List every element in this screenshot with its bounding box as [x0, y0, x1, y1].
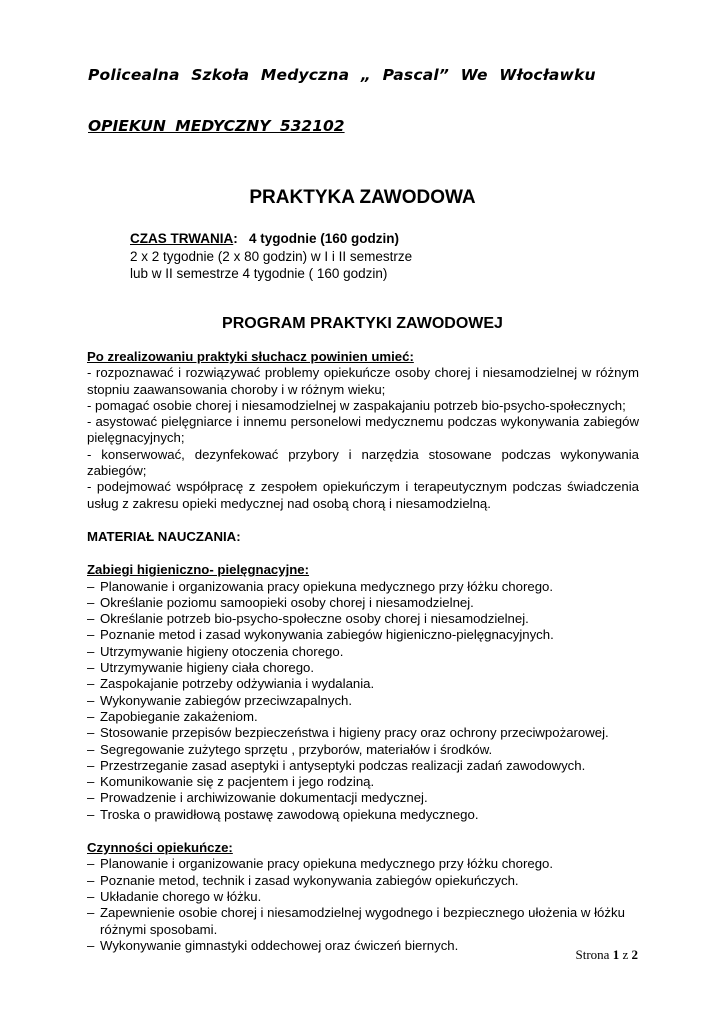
list-item: – Określanie potrzeb bio-psycho-społeczne osoby chorej i niesamodzielnej.: [87, 611, 639, 627]
page-number: [576, 947, 638, 963]
list-item: – Utrzymywanie higieny otoczenia chorego.: [87, 644, 639, 660]
page-number-total: 2: [631, 947, 638, 962]
list-item: – Wykonywanie gimnastyki oddechowej oraz ćwiczeń biernych.: [87, 938, 639, 954]
material-heading: MATERIAŁ NAUCZANIA:: [87, 528, 241, 544]
list-item: – Planowanie i organizowanie pracy opiekuna medycznego przy łóżku chorego.: [87, 856, 639, 872]
care-list: [87, 856, 639, 954]
skills-item: - pomagać osobie chorej i niesamodzielnej w zaspakajaniu potrzeb bio-psycho-społecznych;: [87, 397, 626, 413]
skills-item: - asystować pielęgniarce i innemu personelowi medycznemu podczas wykonywania zabiegów pielęgnacyjnych;: [87, 414, 639, 446]
list-item: – Zapobieganie zakażeniom.: [87, 709, 639, 725]
page-number-current: 1: [612, 947, 620, 962]
duration-line-3: lub w II semestrze 4 tygodnie ( 160 godzin): [130, 266, 388, 281]
list-item: – Określanie poziomu samoopieki osoby chorej i niesamodzielnej.: [87, 595, 639, 611]
list-item: – Wykonywanie zabiegów przeciwzapalnych.: [87, 693, 639, 709]
school-name: Policealna Szkoła Medyczna „ Pascal” We Włocławku: [88, 66, 596, 84]
list-item: – Planowanie i organizowania pracy opiekuna medycznego przy łóżku chorego.: [87, 579, 639, 595]
document-body: [87, 349, 639, 954]
skills-heading: Po zrealizowaniu praktyki słuchacz powinien umieć:: [87, 349, 414, 364]
list-item: – Stosowanie przepisów bezpieczeństwa i higieny pracy oraz ochrony przeciwpożarowej.: [87, 725, 639, 741]
list-item: – Utrzymywanie higieny ciała chorego.: [87, 660, 639, 676]
page-title: PRAKTYKA ZAWODOWA: [249, 187, 476, 208]
skills-item: - rozpoznawać i rozwiązywać problemy opiekuńcze osoby chorej i niesamodzielnej w różnym stopniu zaawansowania choroby i w różnym wieku;: [87, 365, 639, 397]
skills-item: - konserwować, dezynfekować przybory i narzędzia stosowane podczas wykonywania zabiegów;: [87, 446, 639, 479]
page-number-separator: z: [622, 947, 629, 962]
list-item: – Poznanie metod, technik i zasad wykonywania zabiegów opiekuńczych.: [87, 873, 639, 889]
skills-item: - podejmować współpracę z zespołem opiekuńczym i terapeutycznym podczas świadczenia usług z zakresu opieki medycznej nad osobą chorą i niesamodzielną.: [87, 479, 639, 511]
list-item: – Poznanie metod i zasad wykonywania zabiegów higieniczno-pielęgnacyjnych.: [87, 627, 639, 643]
program-title: PROGRAM PRAKTYKI ZAWODOWEJ: [222, 315, 503, 332]
duration-value: 4 tygodnie (160 godzin): [249, 231, 400, 246]
list-item: – Zaspokajanie potrzeby odżywiania i wydalania.: [87, 676, 639, 692]
list-item: – Prowadzenie i archiwizowanie dokumentacji medycznej.: [87, 790, 639, 806]
list-item: – Przestrzeganie zasad aseptyki i antyseptyki podczas realizacji zadań zawodowych.: [87, 758, 639, 774]
duration-label: CZAS TRWANIA: [130, 231, 234, 246]
duration-block: [130, 230, 412, 283]
duration-line-1: [130, 230, 412, 248]
list-item: – Komunikowanie się z pacjentem i jego rodziną.: [87, 774, 639, 790]
list-item: – Układanie chorego w łóżku.: [87, 889, 639, 905]
page-number-prefix: Strona: [575, 947, 610, 962]
list-item: – Zapewnienie osobie chorej i niesamodzielnej wygodnego i bezpiecznego ułożenia w łóżku różnymi sposobami.: [87, 905, 639, 938]
program-code: OPIEKUN MEDYCZNY 532102: [88, 117, 345, 135]
hygiene-heading: Zabiegi higieniczno- pielęgnacyjne:: [87, 562, 310, 578]
duration-line-2: 2 x 2 tygodnie (2 x 80 godzin) w I i II semestrze: [130, 248, 413, 264]
hygiene-list: [87, 579, 639, 823]
duration-colon: :: [233, 231, 238, 246]
list-item: – Segregowanie zużytego sprzętu , przyborów, materiałów i środków.: [87, 742, 639, 758]
list-item: – Troska o prawidłową postawę zawodową opiekuna medycznego.: [87, 807, 639, 823]
care-heading: Czynności opiekuńcze:: [87, 840, 233, 856]
